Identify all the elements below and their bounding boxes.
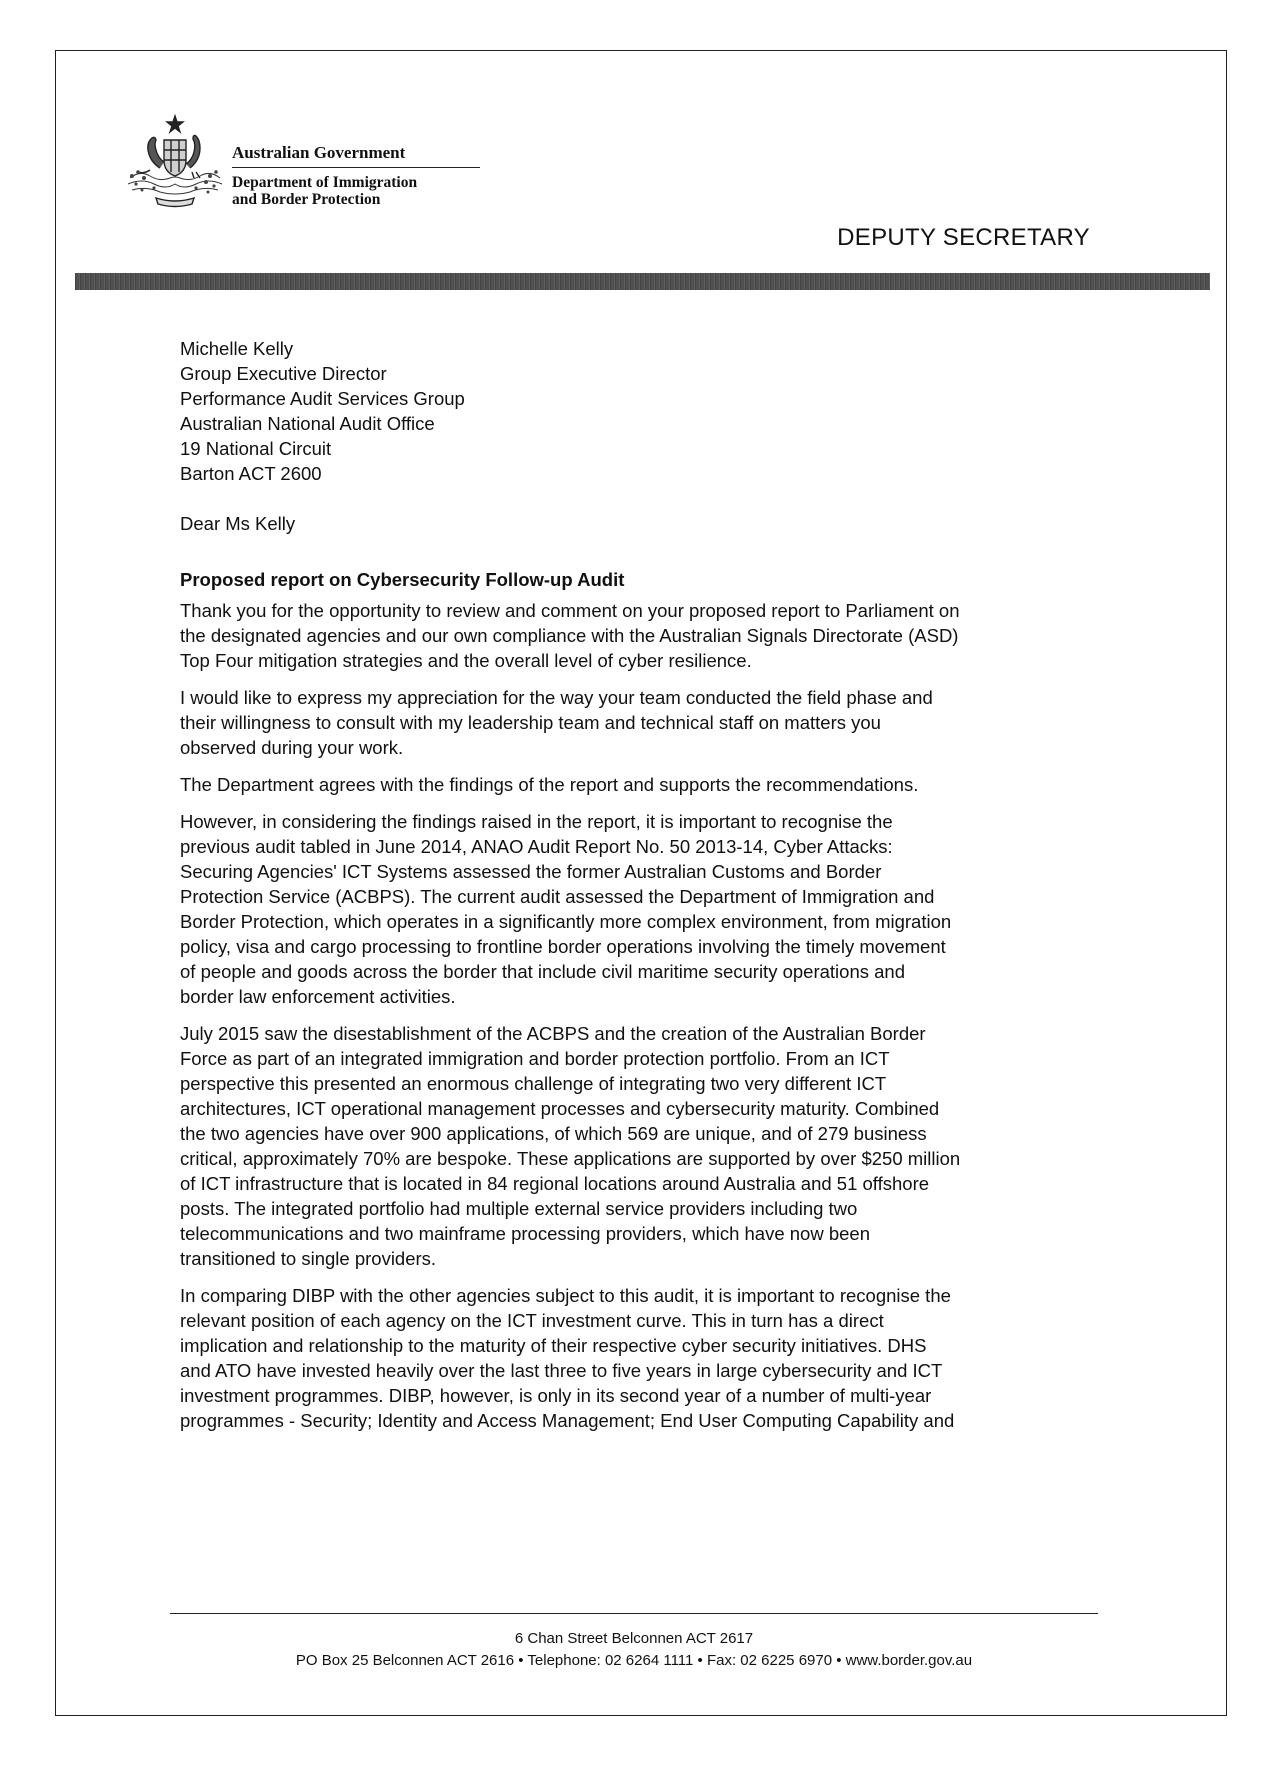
government-name: Australian Government: [232, 143, 480, 168]
footer-contact-details: PO Box 25 Belconnen ACT 2616 • Telephone: 02 6264 1111 • Fax: 02 6225 6970 • www.border.gov.au: [295, 1652, 973, 1669]
footer: [170, 1628, 1098, 1672]
office-title: DEPUTY SECRETARY: [837, 224, 1090, 251]
department-name-line2: and Border Protection: [232, 191, 381, 208]
text-line: architectures, ICT operational management processes and cybersecurity maturity. Combined: [180, 1098, 940, 1119]
letter-body: [180, 336, 1100, 1433]
agency-name-block: [232, 143, 480, 208]
text-line: of ICT infrastructure that is located in 84 regional locations around Australia and 51 offshore: [180, 1173, 930, 1194]
text-line: the two agencies have over 900 applications, of which 569 are unique, and of 279 business: [180, 1123, 927, 1144]
paragraph-1: [180, 598, 1100, 673]
text-line: programmes - Security; Identity and Access Management; End User Computing Capability and: [180, 1410, 955, 1431]
text-line: Top Four mitigation strategies and the overall level of cyber resilience.: [180, 650, 752, 671]
paragraph-6: [180, 1283, 1100, 1433]
text-line: critical, approximately 70% are bespoke. These applications are supported by over $250 million: [180, 1148, 961, 1169]
text-line: transitioned to single providers.: [180, 1248, 437, 1269]
paragraph-5: [180, 1021, 1100, 1271]
paragraph-2: [180, 685, 1100, 760]
address-line: Group Executive Director: [180, 363, 387, 384]
address-line: Performance Audit Services Group: [180, 388, 465, 409]
text-line: relevant position of each agency on the ICT investment curve. This in turn has a direct: [180, 1310, 884, 1331]
department-name-line1: Department of Immigration: [232, 174, 418, 191]
text-line: Force as part of an integrated immigration and border protection portfolio. From an ICT: [180, 1048, 890, 1069]
address-line: Australian National Audit Office: [180, 413, 435, 434]
paragraph-3: [180, 772, 1100, 797]
text-line: posts. The integrated portfolio had multiple external service providers including two: [180, 1198, 858, 1219]
text-line: telecommunications and two mainframe processing providers, which have now been: [180, 1223, 870, 1244]
text-line: Protection Service (ACBPS). The current audit assessed the Department of Immigration and: [180, 886, 935, 907]
text-line: of people and goods across the border that include civil maritime security operations and: [180, 961, 905, 982]
text-line: In comparing DIBP with the other agencies subject to this audit, it is important to recognise the: [180, 1285, 951, 1306]
address-line: 19 National Circuit: [180, 438, 332, 459]
text-line: previous audit tabled in June 2014, ANAO Audit Report No. 50 2013-14, Cyber Attacks:: [180, 836, 893, 857]
text-line: implication and relationship to the maturity of their respective cyber security initiatives. DHS: [180, 1335, 927, 1356]
text-line: However, in considering the findings raised in the report, it is important to recognise the: [180, 811, 893, 832]
text-line: investment programmes. DIBP, however, is only in its second year of a number of multi-year: [180, 1385, 932, 1406]
footer-divider: [170, 1613, 1098, 1614]
text-line: Border Protection, which operates in a significantly more complex environment, from migration: [180, 911, 952, 932]
paragraph-4: [180, 809, 1100, 1009]
text-line: The Department agrees with the findings of the report and supports the recommendations.: [180, 774, 919, 795]
coat-of-arms-logo: [120, 112, 230, 212]
subject-heading: Proposed report on Cybersecurity Follow-up Audit: [180, 569, 625, 590]
text-line: their willingness to consult with my leadership team and technical staff on matters you: [180, 712, 881, 733]
recipient-address: [180, 336, 1100, 486]
text-line: Securing Agencies' ICT Systems assessed the former Australian Customs and Border: [180, 861, 882, 882]
text-line: I would like to express my appreciation for the way your team conducted the field phase and: [180, 687, 933, 708]
text-line: Thank you for the opportunity to review and comment on your proposed report to Parliament on: [180, 600, 960, 621]
text-line: observed during your work.: [180, 737, 404, 758]
text-line: perspective this presented an enormous challenge of integrating two very different ICT: [180, 1073, 887, 1094]
text-line: policy, visa and cargo processing to frontline border operations involving the timely movement: [180, 936, 946, 957]
letterhead-banner: [75, 273, 1210, 290]
text-line: border law enforcement activities.: [180, 986, 456, 1007]
text-line: the designated agencies and our own compliance with the Australian Signals Directorate (ASD): [180, 625, 959, 646]
address-line: Michelle Kelly: [180, 338, 294, 359]
address-line: Barton ACT 2600: [180, 463, 322, 484]
text-line: and ATO have invested heavily over the last three to five years in large cybersecurity and ICT: [180, 1360, 943, 1381]
salutation: Dear Ms Kelly: [180, 513, 296, 534]
footer-street-address: 6 Chan Street Belconnen ACT 2617: [514, 1630, 754, 1647]
text-line: July 2015 saw the disestablishment of the ACBPS and the creation of the Australian Border: [180, 1023, 926, 1044]
